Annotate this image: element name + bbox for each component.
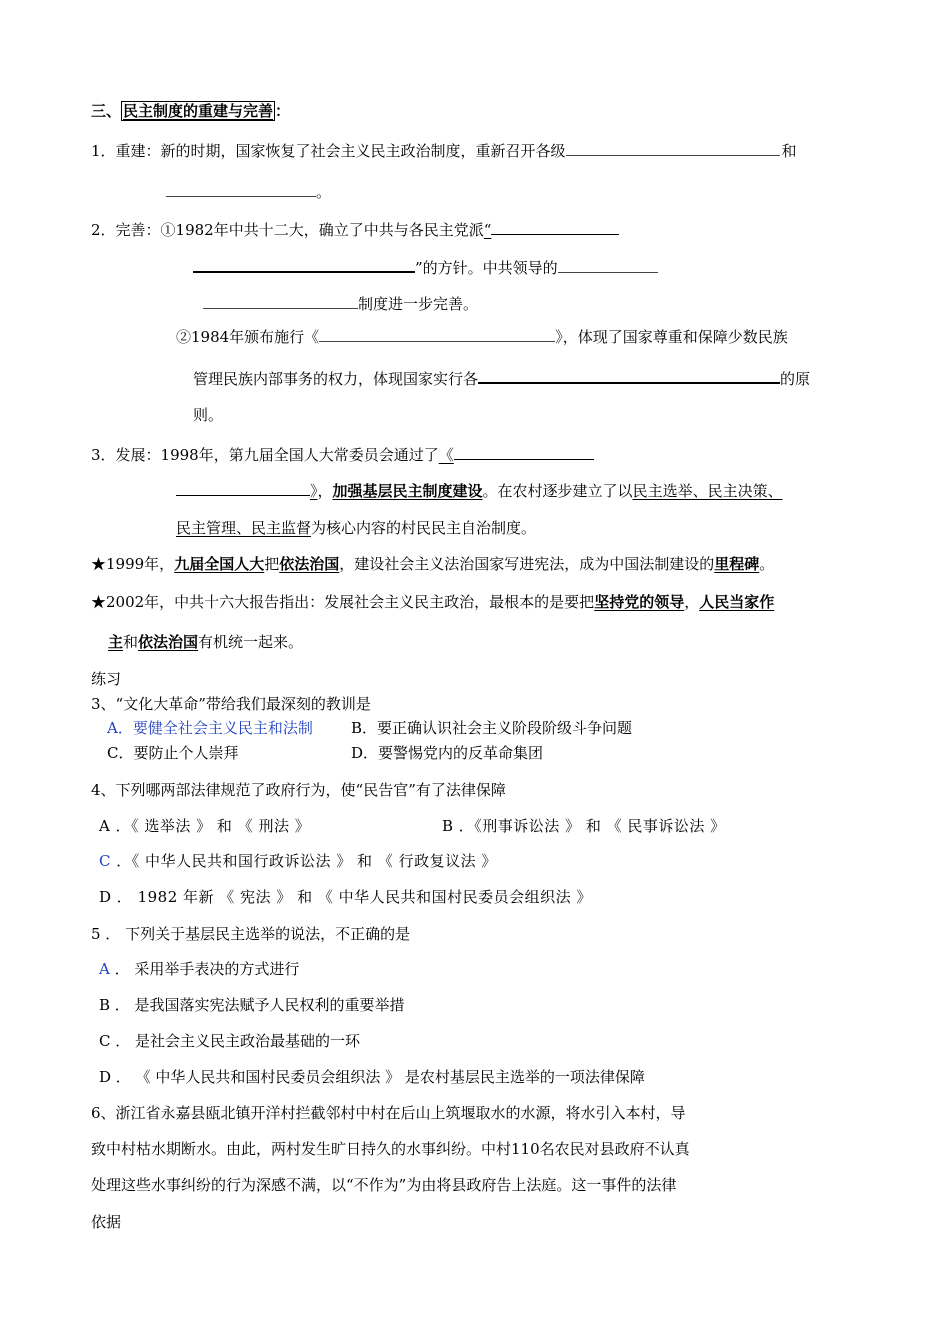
blank-input[interactable]: [166, 180, 316, 197]
star2-h: 有机统一起来。: [198, 633, 304, 651]
star1-f: 里程碑: [714, 555, 760, 573]
blank-input[interactable]: [319, 325, 555, 342]
item3-rest1: 。在农村逐步建立了以: [482, 482, 633, 500]
star1-g: 。: [759, 555, 775, 573]
star2-g: 依法治国: [138, 633, 199, 651]
q3-option-a-text: A．要健全社会主义民主和法制: [107, 719, 313, 737]
section-title: 民主制度的重建与完善: [123, 102, 274, 120]
item3-line1: [91, 443, 594, 465]
q3-option-c[interactable]: C．要防止个人崇拜: [107, 744, 239, 762]
q3-option-b[interactable]: B．要正确认识社会主义阶段阶级斗争问题: [351, 719, 633, 737]
q5-stem: 5 ． 下列关于基层民主选举的说法，不正确的是: [91, 925, 411, 943]
q6-line1: 6、浙江省永嘉县瓯北镇开洋村拦截邻村中村在后山上筑堰取水的水源，将水引入本村，导: [91, 1104, 686, 1122]
practice-label: 练习: [91, 670, 122, 688]
q5-option-b[interactable]: B ． 是我国落实宪法赋予人民权利的重要举措: [99, 996, 405, 1014]
item3-line3: [176, 518, 536, 538]
star2-c: ，: [684, 593, 700, 611]
q5-option-a[interactable]: [99, 959, 299, 979]
item2-zhidu: 制度进一步完善。: [358, 295, 479, 313]
blank-input[interactable]: [566, 139, 780, 156]
item1-line1: [91, 139, 797, 161]
blank-input[interactable]: [491, 218, 619, 235]
star2-line2: [108, 632, 303, 652]
item3-strong: 加强基层民主制度建设: [332, 482, 483, 500]
item2-text: 2．完善：①1982年中共十二大，确立了中共与各民主党派: [91, 221, 484, 239]
star2-line1: [91, 592, 774, 612]
item2-line1: [91, 218, 619, 240]
q5-option-a-letter: A: [99, 960, 110, 978]
book-close: 》: [310, 482, 318, 500]
star1-line: [91, 554, 774, 574]
q6-line3: 处理这些水事纠纷的行为深感不满，以“不作为”为由将县政府告上法庭。这一事件的法律: [91, 1176, 677, 1194]
item2-line4: [176, 325, 788, 347]
q6-line4: 依据: [91, 1213, 122, 1231]
item2-line5: [193, 366, 810, 389]
book-open: 《: [438, 446, 454, 464]
section-prefix: 三、: [91, 102, 122, 120]
item2-sub2-ze: 则。: [193, 406, 224, 424]
item1-text: 1．重建：新的时期，国家恢复了社会主义民主政治制度，重新召开各级: [91, 142, 566, 160]
item2-sub2-line2: 管理民族内部事务的权力，体现国家实行各: [193, 370, 479, 388]
q5-option-a-text: ． 采用举手表决的方式进行: [109, 960, 300, 978]
star2-f: 和: [123, 633, 139, 651]
star1-b: 九届全国人大: [174, 555, 265, 573]
q4-option-c-text: ．《 中华人民共和国行政诉讼法 》 和 《 行政复议法 》: [110, 852, 497, 870]
blank-input[interactable]: [454, 443, 594, 460]
q3-stem: 3、“文化大革命”带给我们最深刻的教训是: [91, 695, 371, 713]
blank-input[interactable]: [558, 256, 658, 273]
item3-rest2: 为核心内容的村民民主自治制度。: [311, 519, 537, 537]
q3-option-a[interactable]: [107, 718, 313, 738]
q4-option-c-letter: C: [99, 852, 111, 870]
item1-end: 。: [316, 183, 332, 201]
blank-input[interactable]: [176, 479, 310, 496]
quote-open: “: [483, 221, 492, 239]
item2-fangzhen: 的方针。中共领导的: [422, 259, 558, 277]
item2-line2: [193, 255, 658, 278]
q6-line2: 致中村枯水期断水。由此，两村发生旷日持久的水事纠纷。中村110名农民对县政府不认真: [91, 1140, 690, 1158]
star2-d: 人民当家作: [699, 593, 775, 611]
star1-a: ★1999年，: [91, 555, 175, 573]
item3-text: 3．发展：1998年，第九届全国人大常委员会通过了: [91, 446, 439, 464]
item2-line6: [193, 405, 223, 425]
section-colon: ：: [275, 102, 291, 120]
star1-d: 依法治国: [279, 555, 340, 573]
item2-sub2-yuan: 的原: [780, 370, 811, 388]
item3-underline1: 民主选举、民主决策、: [632, 482, 783, 500]
q4-stem: 4、下列哪两部法律规范了政府行为，使“民告官”有了法律保障: [91, 781, 506, 799]
item3-underline2: 民主管理、民主监督: [176, 519, 312, 537]
section-heading: [91, 101, 290, 121]
star2-e: 主: [108, 633, 124, 651]
q5-option-d[interactable]: D ． 《 中华人民共和国村民委员会组织法 》 是农村基层民主选举的一项法律保障: [99, 1068, 645, 1086]
star2-a: ★2002年，中共十六大报告指出：发展社会主义民主政治，最根本的是要把: [91, 593, 595, 611]
item3-line2: [176, 479, 783, 501]
star1-c: 把: [264, 555, 280, 573]
item1-and: 和: [781, 142, 797, 160]
item2-sub2-start: ②1984年颁布施行《: [176, 328, 320, 346]
item2-line3: [203, 292, 478, 314]
blank-input[interactable]: [193, 255, 415, 273]
q4-option-c[interactable]: [99, 851, 497, 871]
q4-option-d[interactable]: D ． 1982 年新 《 宪法 》 和 《 中华人民共和国村民委员会组织法 》: [99, 888, 592, 906]
item2-sub2-mid: 》，体现了国家尊重和保障少数民族: [555, 328, 788, 346]
q3-option-d[interactable]: D．要警惕党内的反革命集团: [351, 744, 544, 762]
quote-close: ”: [415, 259, 423, 277]
blank-input[interactable]: [478, 366, 780, 384]
item3-comma: ，: [317, 482, 333, 500]
blank-input[interactable]: [203, 292, 358, 309]
star1-e: ，建设社会主义法治国家写进宪法，成为中国法制建设的: [339, 555, 715, 573]
q4-option-b[interactable]: B ．《刑事诉讼法 》 和 《 民事诉讼法 》: [442, 817, 726, 835]
star2-b: 坚持党的领导: [594, 593, 685, 611]
item1-line2: [166, 180, 331, 202]
q4-option-a[interactable]: A ．《 选举法 》 和 《 刑法 》: [99, 817, 311, 835]
q5-option-c[interactable]: C ． 是社会主义民主政治最基础的一环: [99, 1032, 361, 1050]
